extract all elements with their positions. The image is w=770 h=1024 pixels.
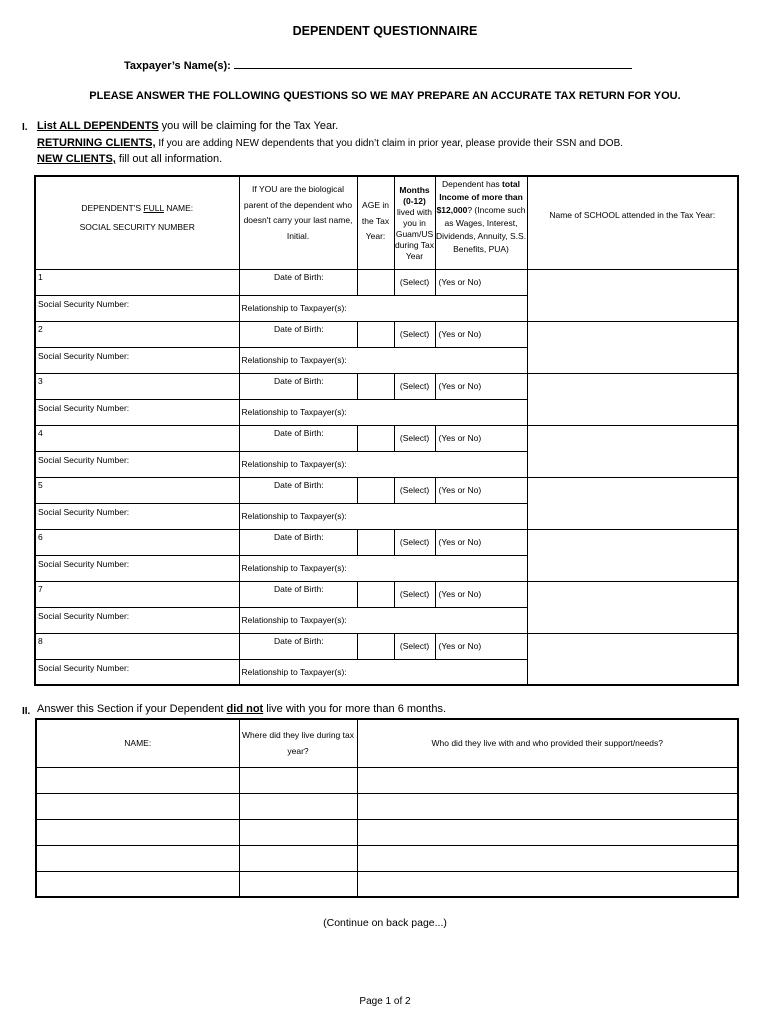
dob-label: Date of Birth: — [274, 323, 324, 334]
ssn-label: Social Security Number: — [38, 298, 130, 309]
header-income — [435, 176, 527, 269]
ssn-label: Social Security Number: — [38, 506, 130, 517]
who-entry-cell[interactable] — [357, 793, 738, 819]
parent-initial-cell[interactable] — [239, 633, 272, 659]
row-number: 8 — [38, 635, 43, 646]
relationship-label: Relationship to Taxpayer(s): — [241, 666, 347, 677]
section2-row — [36, 767, 738, 793]
section1-intro — [37, 120, 338, 132]
yes-no-label: (Yes or No) — [438, 485, 482, 495]
dependent-name-cell[interactable] — [35, 529, 239, 555]
relationship-cell[interactable] — [239, 399, 527, 425]
months-select[interactable] — [394, 321, 435, 347]
row-number: 7 — [38, 583, 43, 594]
age-cell[interactable] — [357, 581, 394, 607]
dob-label: Date of Birth: — [274, 271, 324, 282]
relationship-label: Relationship to Taxpayer(s): — [241, 615, 347, 625]
ssn-label: Social Security Number: — [38, 610, 130, 621]
income-yes-no-select[interactable] — [435, 581, 527, 607]
relationship-cell[interactable] — [239, 555, 527, 581]
dependent-name-cell[interactable] — [35, 581, 239, 607]
name-entry-cell[interactable] — [36, 819, 239, 845]
months-select-label: (Select) — [399, 277, 430, 287]
where-entry-cell[interactable] — [239, 767, 357, 793]
dob-label: Date of Birth: — [274, 635, 324, 646]
header-who-supported: Who did they live with and who provided their support/needs? — [357, 719, 738, 767]
dob-cell[interactable] — [272, 581, 357, 607]
where-entry-cell[interactable] — [239, 819, 357, 845]
ssn-cell[interactable] — [35, 399, 239, 425]
school-cell[interactable] — [527, 581, 738, 633]
relationship-cell[interactable] — [239, 607, 527, 633]
new-clients-text: fill out all information. — [115, 153, 223, 165]
age-cell[interactable] — [357, 321, 394, 347]
row-number: 4 — [38, 427, 43, 438]
dob-cell[interactable] — [272, 321, 357, 347]
dob-cell[interactable] — [272, 269, 357, 295]
dob-label: Date of Birth: — [274, 531, 324, 542]
list-all-label: List ALL DEPENDENTS — [37, 120, 159, 132]
returning-label: RETURNING CLIENTS, — [37, 137, 156, 149]
relationship-label: Relationship to Taxpayer(s): — [241, 303, 347, 313]
new-clients-line — [37, 153, 222, 165]
income-yes-no-select[interactable] — [435, 269, 527, 295]
yes-no-label: (Yes or No) — [438, 537, 482, 547]
where-entry-cell[interactable] — [239, 845, 357, 871]
dependent-row — [35, 321, 738, 347]
relationship-label: Relationship to Taxpayer(s): — [241, 407, 347, 417]
header-months-text: lived with you in Guam/US during Tax Year — [394, 207, 435, 261]
ssn-cell[interactable] — [35, 607, 239, 633]
ssn-label: Social Security Number: — [38, 662, 130, 673]
dob-cell[interactable] — [272, 477, 357, 503]
parent-initial-cell[interactable] — [239, 477, 272, 503]
dependent-name-cell[interactable] — [35, 321, 239, 347]
dob-label: Date of Birth: — [274, 427, 324, 438]
months-select-label: (Select) — [399, 485, 430, 495]
relationship-label: Relationship to Taxpayer(s): — [241, 511, 347, 521]
months-select-label: (Select) — [399, 537, 430, 547]
who-entry-cell[interactable] — [357, 819, 738, 845]
header-dependent-name — [35, 176, 239, 269]
relationship-label: Relationship to Taxpayer(s): — [241, 355, 347, 365]
months-select[interactable] — [394, 425, 435, 451]
name-entry-cell[interactable] — [36, 845, 239, 871]
school-cell[interactable] — [527, 477, 738, 529]
dob-label: Date of Birth: — [274, 375, 324, 386]
section1-number: I. — [22, 122, 28, 133]
section2-text-pre: Answer this Section if your Dependent — [37, 703, 227, 715]
header-age: AGE in the Tax Year: — [357, 176, 394, 269]
relationship-label: Relationship to Taxpayer(s): — [241, 459, 347, 469]
school-cell[interactable] — [527, 373, 738, 425]
section2-number: II. — [22, 706, 31, 717]
school-cell[interactable] — [527, 425, 738, 477]
ssn-label: Social Security Number: — [38, 350, 130, 361]
yes-no-label: (Yes or No) — [438, 641, 482, 651]
section2-header-row — [36, 719, 738, 767]
taxpayer-name-label: Taxpayer’s Name(s): — [124, 60, 231, 72]
returning-text: If you are adding NEW dependents that you didn’t claim in prior year, please provide their SSN and DOB. — [155, 138, 624, 149]
header-ssn: SOCIAL SECURITY NUMBER — [79, 222, 195, 232]
ssn-label: Social Security Number: — [38, 454, 130, 465]
dependents-header-row — [35, 176, 738, 269]
parent-initial-cell[interactable] — [239, 269, 272, 295]
months-select-label: (Select) — [399, 589, 430, 599]
relationship-cell[interactable] — [239, 295, 527, 321]
income-yes-no-select[interactable] — [435, 633, 527, 659]
yes-no-label: (Yes or No) — [438, 329, 482, 339]
continue-note: (Continue on back page...) — [323, 917, 447, 929]
header-months-bold: Months — [399, 185, 430, 195]
dependent-row — [35, 269, 738, 295]
yes-no-label: (Yes or No) — [438, 277, 482, 287]
months-select-label: (Select) — [399, 381, 430, 391]
section2-row — [36, 845, 738, 871]
dob-cell[interactable] — [272, 633, 357, 659]
section2-row — [36, 819, 738, 845]
months-select[interactable] — [394, 529, 435, 555]
list-all-text: you will be claiming for the Tax Year. — [158, 120, 339, 132]
ssn-cell[interactable] — [35, 659, 239, 685]
yes-no-label: (Yes or No) — [438, 589, 482, 599]
parent-initial-cell[interactable] — [239, 373, 272, 399]
row-number: 2 — [38, 323, 43, 334]
header-name-full: FULL — [143, 203, 164, 213]
non-resident-table — [35, 718, 739, 898]
months-select-label: (Select) — [399, 329, 430, 339]
row-number: 6 — [38, 531, 43, 542]
dob-cell[interactable] — [272, 529, 357, 555]
dob-label: Date of Birth: — [274, 479, 324, 490]
dependent-name-cell[interactable] — [35, 477, 239, 503]
dob-cell[interactable] — [272, 373, 357, 399]
header-income-post: ? (Income such as Wages, Interest, Dividends, Annuity, S.S. Benefits, PUA) — [435, 205, 527, 254]
name-entry-cell[interactable] — [36, 793, 239, 819]
who-entry-cell[interactable] — [357, 871, 738, 897]
income-yes-no-select[interactable] — [435, 373, 527, 399]
age-cell[interactable] — [357, 269, 394, 295]
months-select[interactable] — [394, 269, 435, 295]
header-parent-initial: If YOU are the biological parent of the dependent who doesn't carry your last name, Initial. — [239, 176, 357, 269]
dependent-row — [35, 477, 738, 503]
dependent-name-cell[interactable] — [35, 269, 239, 295]
school-cell[interactable] — [527, 321, 738, 373]
months-select[interactable] — [394, 373, 435, 399]
relationship-cell[interactable] — [239, 451, 527, 477]
yes-no-label: (Yes or No) — [438, 433, 482, 443]
age-cell[interactable] — [357, 529, 394, 555]
months-select-label: (Select) — [399, 641, 430, 651]
relationship-cell[interactable] — [239, 347, 527, 373]
header-name-pre: DEPENDENT'S — [81, 203, 144, 213]
name-entry-cell[interactable] — [36, 767, 239, 793]
header-months-range: (0-12) — [403, 196, 426, 206]
header-where-lived: Where did they live during tax year? — [239, 719, 357, 767]
school-cell[interactable] — [527, 529, 738, 581]
header-name-post: NAME: — [163, 203, 194, 213]
age-cell[interactable] — [357, 477, 394, 503]
yes-no-label: (Yes or No) — [438, 381, 482, 391]
income-yes-no-select[interactable] — [435, 477, 527, 503]
returning-clients-line — [37, 137, 623, 149]
ssn-cell[interactable] — [35, 347, 239, 373]
relationship-label: Relationship to Taxpayer(s): — [241, 563, 347, 573]
dependent-row — [35, 373, 738, 399]
who-entry-cell[interactable] — [357, 845, 738, 871]
dependent-row — [35, 633, 738, 659]
school-cell[interactable] — [527, 269, 738, 321]
school-cell[interactable] — [527, 633, 738, 685]
page-number: Page 1 of 2 — [359, 996, 411, 1007]
ssn-cell[interactable] — [35, 451, 239, 477]
section2-row — [36, 793, 738, 819]
parent-initial-cell[interactable] — [239, 425, 272, 451]
dependent-name-cell[interactable] — [35, 633, 239, 659]
months-select[interactable] — [394, 581, 435, 607]
dependent-row — [35, 581, 738, 607]
income-yes-no-select[interactable] — [435, 425, 527, 451]
page-title: DEPENDENT QUESTIONNAIRE — [292, 24, 478, 38]
header-months — [394, 176, 435, 269]
age-cell[interactable] — [357, 425, 394, 451]
section2-text-post: live with you for more than 6 months. — [263, 703, 447, 715]
parent-initial-cell[interactable] — [239, 529, 272, 555]
new-clients-label: NEW CLIENTS, — [37, 153, 116, 165]
parent-initial-cell[interactable] — [239, 321, 272, 347]
ssn-cell[interactable] — [35, 555, 239, 581]
header-income-bold: total Income of more than $12,000 — [436, 179, 523, 215]
dependent-row — [35, 425, 738, 451]
row-number: 1 — [38, 271, 43, 282]
relationship-cell[interactable] — [239, 659, 527, 685]
header-income-pre: Dependent has — [442, 179, 503, 189]
ssn-cell[interactable] — [35, 295, 239, 321]
where-entry-cell[interactable] — [239, 871, 357, 897]
dob-label: Date of Birth: — [274, 583, 324, 594]
relationship-cell[interactable] — [239, 503, 527, 529]
months-select[interactable] — [394, 633, 435, 659]
who-entry-cell[interactable] — [357, 767, 738, 793]
age-cell[interactable] — [357, 633, 394, 659]
taxpayer-name-field[interactable] — [124, 58, 632, 72]
dependent-name-cell[interactable] — [35, 373, 239, 399]
income-yes-no-select[interactable] — [435, 529, 527, 555]
months-select-label: (Select) — [399, 433, 430, 443]
section2-intro — [37, 703, 446, 715]
dob-cell[interactable] — [272, 425, 357, 451]
row-number: 5 — [38, 479, 43, 490]
ssn-label: Social Security Number: — [38, 402, 130, 413]
where-entry-cell[interactable] — [239, 793, 357, 819]
dependent-row — [35, 529, 738, 555]
taxpayer-name-line[interactable] — [234, 58, 632, 69]
header-school: Name of SCHOOL attended in the Tax Year: — [527, 176, 738, 269]
dependents-table — [34, 175, 739, 686]
age-cell[interactable] — [357, 373, 394, 399]
section2-did-not: did not — [226, 703, 264, 715]
dependent-name-cell[interactable] — [35, 425, 239, 451]
row-number: 3 — [38, 375, 43, 386]
ssn-cell[interactable] — [35, 503, 239, 529]
instruction-text: PLEASE ANSWER THE FOLLOWING QUESTIONS SO WE MAY PREPARE AN ACCURATE TAX RETURN FOR YOU. — [89, 90, 681, 102]
months-select[interactable] — [394, 477, 435, 503]
income-yes-no-select[interactable] — [435, 321, 527, 347]
section2-row — [36, 871, 738, 897]
parent-initial-cell[interactable] — [239, 581, 272, 607]
ssn-label: Social Security Number: — [38, 558, 130, 569]
header-name: NAME: — [36, 719, 239, 767]
name-entry-cell[interactable] — [36, 871, 239, 897]
